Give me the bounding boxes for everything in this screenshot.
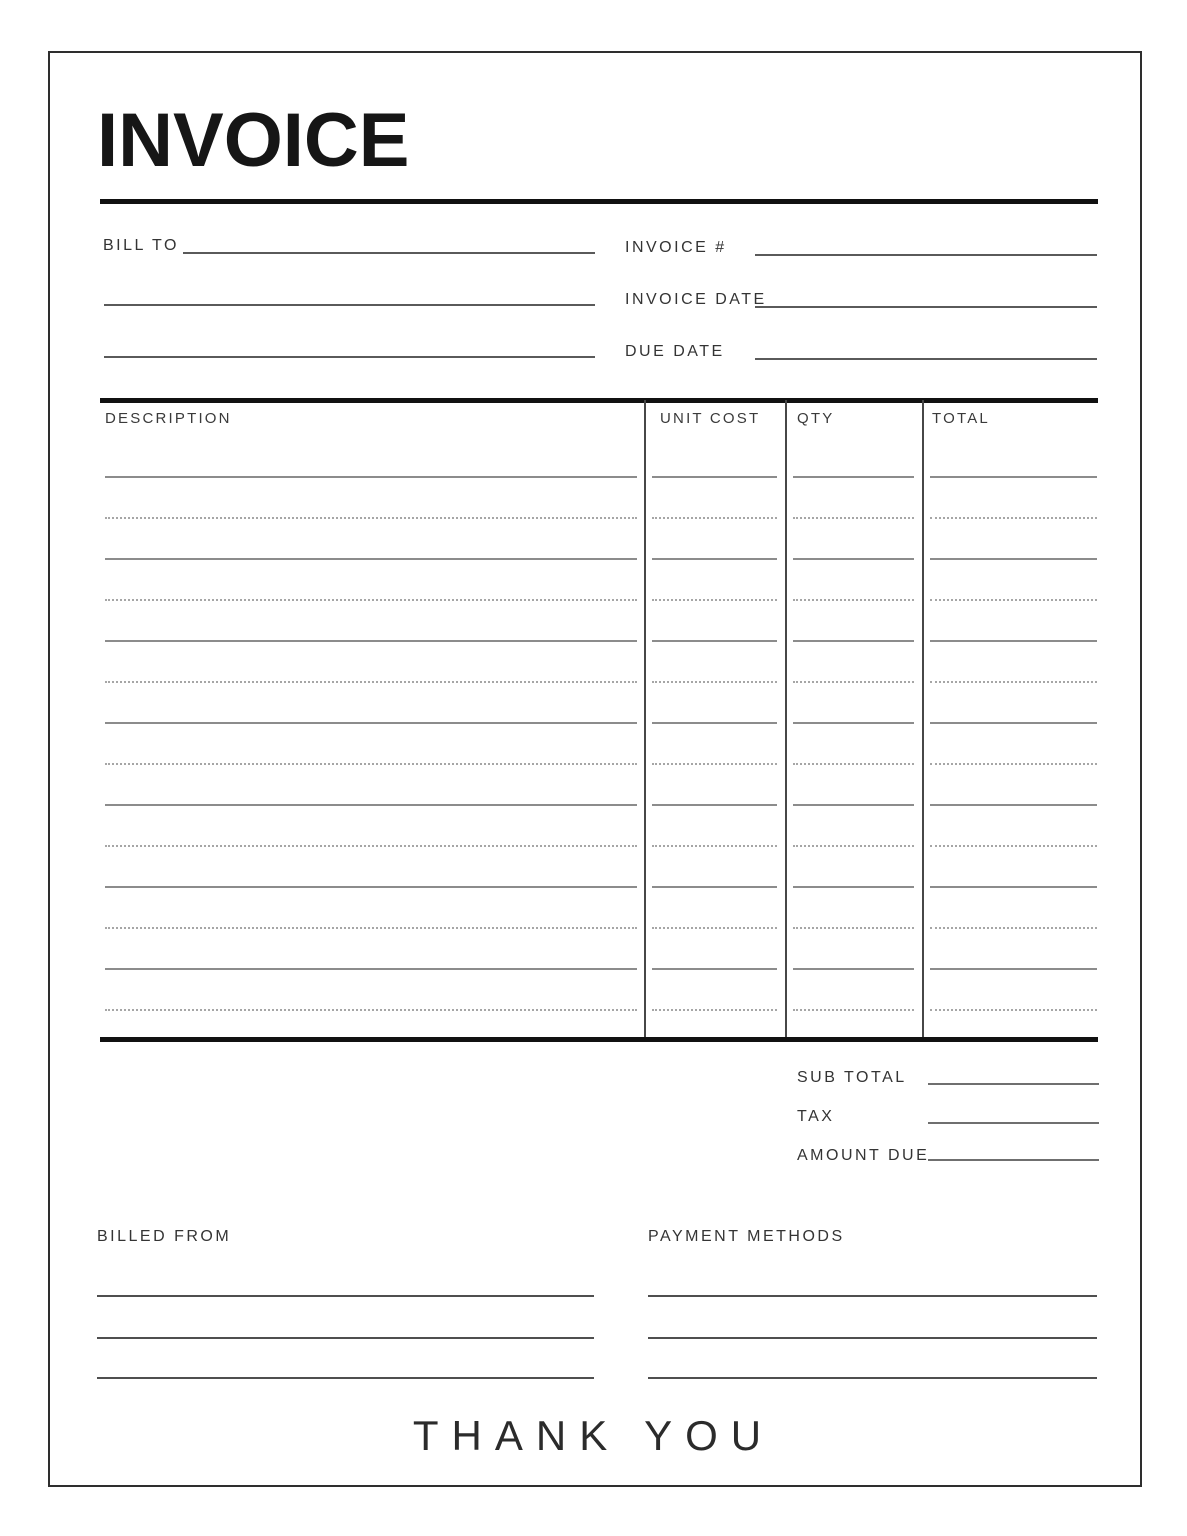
bill-to-blank-line	[104, 356, 595, 358]
description-cell-line	[105, 886, 637, 888]
description-cell-line	[105, 968, 637, 970]
thank-you-message: THANK YOU	[412, 1412, 775, 1459]
unit-cost-cell-line	[652, 476, 777, 478]
tax-blank-line	[928, 1122, 1099, 1124]
payment-methods-blank-line	[648, 1337, 1097, 1339]
column-header-description: DESCRIPTION	[105, 410, 232, 427]
total-cell-line	[930, 476, 1097, 478]
qty-cell-line	[793, 517, 914, 519]
table-row-solid-line	[100, 601, 1098, 642]
qty-cell-line	[793, 558, 914, 560]
description-cell-line	[105, 640, 637, 642]
description-cell-line	[105, 558, 637, 560]
total-cell-line	[930, 681, 1097, 683]
qty-cell-line	[793, 804, 914, 806]
description-cell-line	[105, 1009, 637, 1011]
billed-from-blank-line	[97, 1295, 594, 1297]
unit-cost-cell-line	[652, 886, 777, 888]
billed-from-blank-line	[97, 1377, 594, 1379]
column-header-qty: QTY	[797, 410, 835, 427]
table-row-pair	[100, 765, 1098, 847]
unit-cost-cell-line	[652, 763, 777, 765]
column-header-total: TOTAL	[932, 410, 990, 427]
unit-cost-cell-line	[652, 558, 777, 560]
qty-cell-line	[793, 640, 914, 642]
unit-cost-cell-line	[652, 968, 777, 970]
table-row-solid-line	[100, 437, 1098, 478]
qty-cell-line	[793, 1009, 914, 1011]
tax-label: TAX	[797, 1108, 835, 1125]
description-cell-line	[105, 804, 637, 806]
table-row-solid-line	[100, 765, 1098, 806]
billed-from-label: BILLED FROM	[97, 1228, 232, 1245]
unit-cost-cell-line	[652, 722, 777, 724]
description-cell-line	[105, 599, 637, 601]
table-rows	[100, 437, 1098, 1011]
table-row-dotted-line	[100, 806, 1098, 847]
table-row-dotted-line	[100, 478, 1098, 519]
total-cell-line	[930, 886, 1097, 888]
table-row-solid-line	[100, 519, 1098, 560]
page-title: INVOICE	[97, 98, 410, 183]
table-row-pair	[100, 519, 1098, 601]
payment-methods-blank-line	[648, 1377, 1097, 1379]
qty-cell-line	[793, 845, 914, 847]
description-cell-line	[105, 681, 637, 683]
table-row-pair	[100, 601, 1098, 683]
description-cell-line	[105, 722, 637, 724]
invoice-date-blank-line	[755, 306, 1097, 308]
description-cell-line	[105, 476, 637, 478]
total-cell-line	[930, 517, 1097, 519]
description-cell-line	[105, 845, 637, 847]
total-cell-line	[930, 763, 1097, 765]
qty-cell-line	[793, 886, 914, 888]
total-cell-line	[930, 640, 1097, 642]
amount-due-label: AMOUNT DUE	[797, 1147, 930, 1164]
unit-cost-cell-line	[652, 927, 777, 929]
due-date-blank-line	[755, 358, 1097, 360]
description-cell-line	[105, 517, 637, 519]
table-row-dotted-line	[100, 970, 1098, 1011]
table-row-pair	[100, 847, 1098, 929]
total-cell-line	[930, 599, 1097, 601]
table-row-dotted-line	[100, 724, 1098, 765]
unit-cost-cell-line	[652, 517, 777, 519]
qty-cell-line	[793, 681, 914, 683]
table-row-pair	[100, 929, 1098, 1011]
total-cell-line	[930, 1009, 1097, 1011]
total-cell-line	[930, 845, 1097, 847]
invoice-number-blank-line	[755, 254, 1097, 256]
total-cell-line	[930, 722, 1097, 724]
billed-from-blank-line	[97, 1337, 594, 1339]
total-cell-line	[930, 558, 1097, 560]
table-row-solid-line	[100, 929, 1098, 970]
invoice-number-label: INVOICE #	[625, 239, 727, 256]
table-row-pair	[100, 437, 1098, 519]
qty-cell-line	[793, 763, 914, 765]
title-divider-rule	[100, 199, 1098, 204]
table-row-dotted-line	[100, 642, 1098, 683]
unit-cost-cell-line	[652, 681, 777, 683]
due-date-label: DUE DATE	[625, 343, 725, 360]
description-cell-line	[105, 763, 637, 765]
bill-to-label: BILL TO	[103, 237, 179, 254]
table-row-pair	[100, 683, 1098, 765]
bill-to-blank-line	[183, 252, 595, 254]
total-cell-line	[930, 804, 1097, 806]
payment-methods-blank-line	[648, 1295, 1097, 1297]
table-row-solid-line	[100, 683, 1098, 724]
table-row-solid-line	[100, 847, 1098, 888]
table-row-dotted-line	[100, 560, 1098, 601]
invoice-date-label: INVOICE DATE	[625, 291, 767, 308]
unit-cost-cell-line	[652, 640, 777, 642]
qty-cell-line	[793, 476, 914, 478]
sub-total-label: SUB TOTAL	[797, 1069, 907, 1086]
qty-cell-line	[793, 722, 914, 724]
table-bottom-rule	[100, 1037, 1098, 1042]
sub-total-blank-line	[928, 1083, 1099, 1085]
unit-cost-cell-line	[652, 599, 777, 601]
qty-cell-line	[793, 927, 914, 929]
qty-cell-line	[793, 968, 914, 970]
amount-due-blank-line	[928, 1159, 1099, 1161]
total-cell-line	[930, 968, 1097, 970]
unit-cost-cell-line	[652, 1009, 777, 1011]
total-cell-line	[930, 927, 1097, 929]
table-row-dotted-line	[100, 888, 1098, 929]
unit-cost-cell-line	[652, 845, 777, 847]
unit-cost-cell-line	[652, 804, 777, 806]
payment-methods-label: PAYMENT METHODS	[648, 1228, 845, 1245]
table-top-rule	[100, 398, 1098, 403]
column-header-unit-cost: UNIT COST	[660, 410, 761, 427]
description-cell-line	[105, 927, 637, 929]
qty-cell-line	[793, 599, 914, 601]
bill-to-blank-line	[104, 304, 595, 306]
